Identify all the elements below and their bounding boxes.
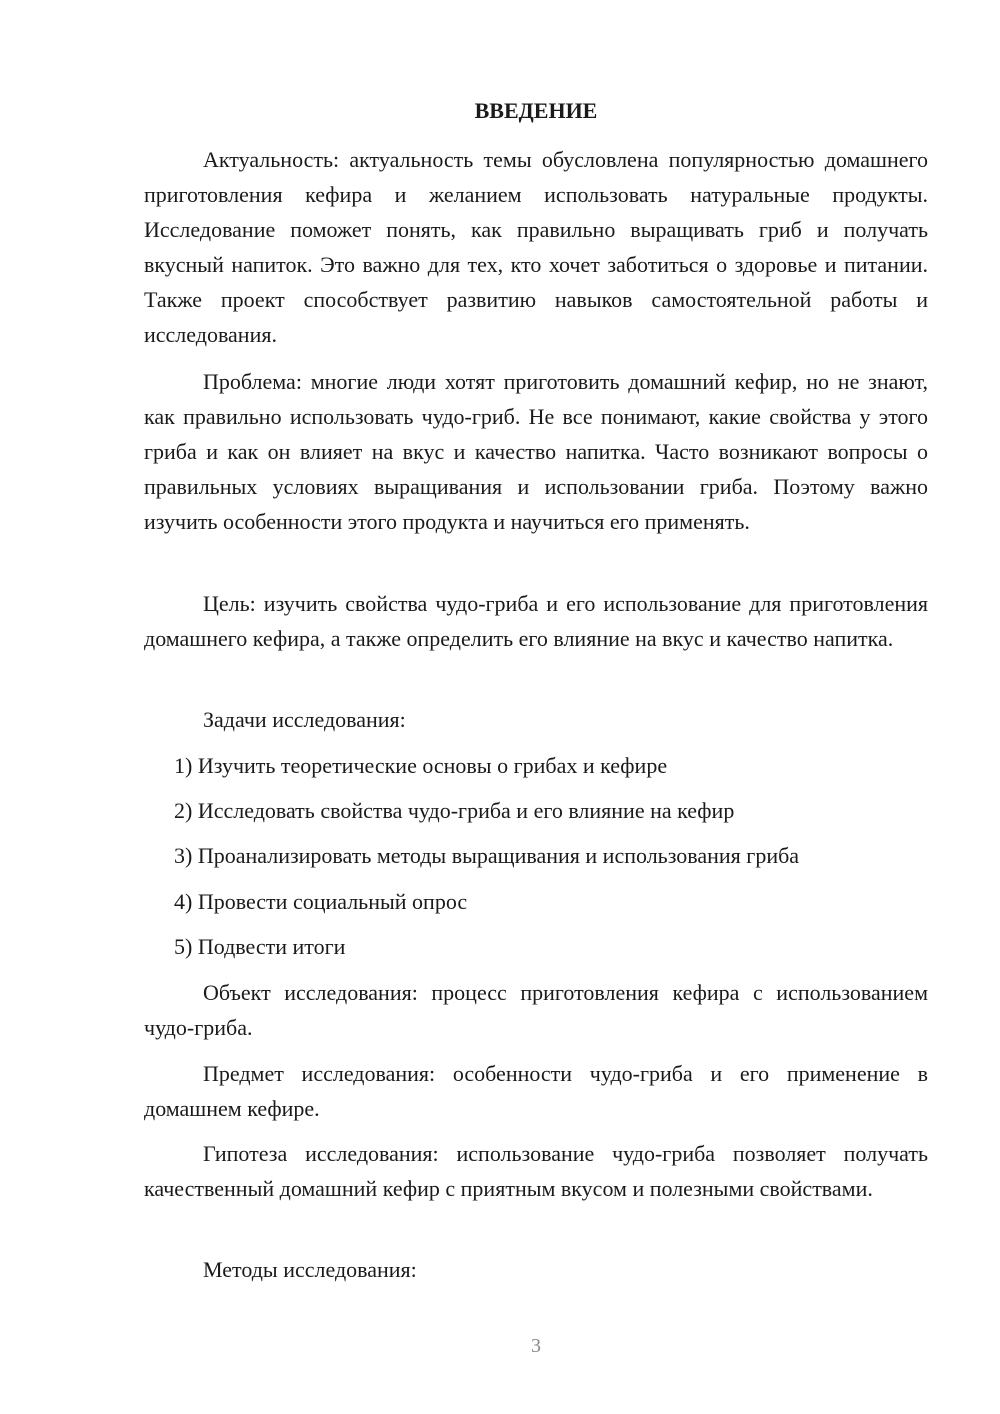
hypothesis-paragraph: Гипотеза исследования: использование чудо-гриба позволяет получать качественный домашний кефир с приятным вкусом и полезными свойствами. — [144, 1141, 928, 1201]
task-list-item: 4) Провести социальный опрос — [174, 889, 468, 914]
relevance-paragraph: Актуальность: актуальность темы обусловлена популярностью домашнего приготовления кефира и желанием использовать натуральные продукты. Исследование поможет понять, как правильно выращивать гриб и получать вкусный напиток. Это важно для тех, кто хочет заботиться о здоровье и питании. Также проект способствует развитию навыков самостоятельной работы и исследования. — [144, 147, 928, 347]
task-list-item: 1) Изучить теоретические основы о грибах и кефире — [174, 753, 668, 778]
methods-title: Методы исследования: — [203, 1257, 417, 1282]
problem-paragraph: Проблема: многие люди хотят приготовить домашний кефир, но не знают, как правильно использовать чудо-гриб. Не все понимают, какие свойства у этого гриба и как он влияет на вкус и качество напитка. Часто возникают вопросы о правильных условиях выращивания и использовании гриба. Поэтому важно изучить особенности этого продукта и научиться его применять. — [144, 369, 928, 534]
tasks-title: Задачи исследования: — [203, 707, 406, 732]
document-page — [144, 0, 928, 1414]
task-list-item: 2) Исследовать свойства чудо-гриба и его влияние на кефир — [174, 798, 735, 823]
page-title: ВВЕДЕНИЕ — [474, 98, 598, 123]
goal-paragraph: Цель: изучить свойства чудо-гриба и его использование для приготовления домашнего кефира, а также определить его влияние на вкус и качество напитка. — [144, 591, 928, 651]
task-list-item: 5) Подвести итоги — [174, 934, 346, 959]
task-list-item: 3) Проанализировать методы выращивания и использования гриба — [174, 843, 800, 868]
object-paragraph: Объект исследования: процесс приготовления кефира с использованием чудо-гриба. — [144, 980, 928, 1040]
subject-paragraph: Предмет исследования: особенности чудо-гриба и его применение в домашнем кефире. — [144, 1061, 928, 1121]
page-number: 3 — [531, 1335, 541, 1357]
